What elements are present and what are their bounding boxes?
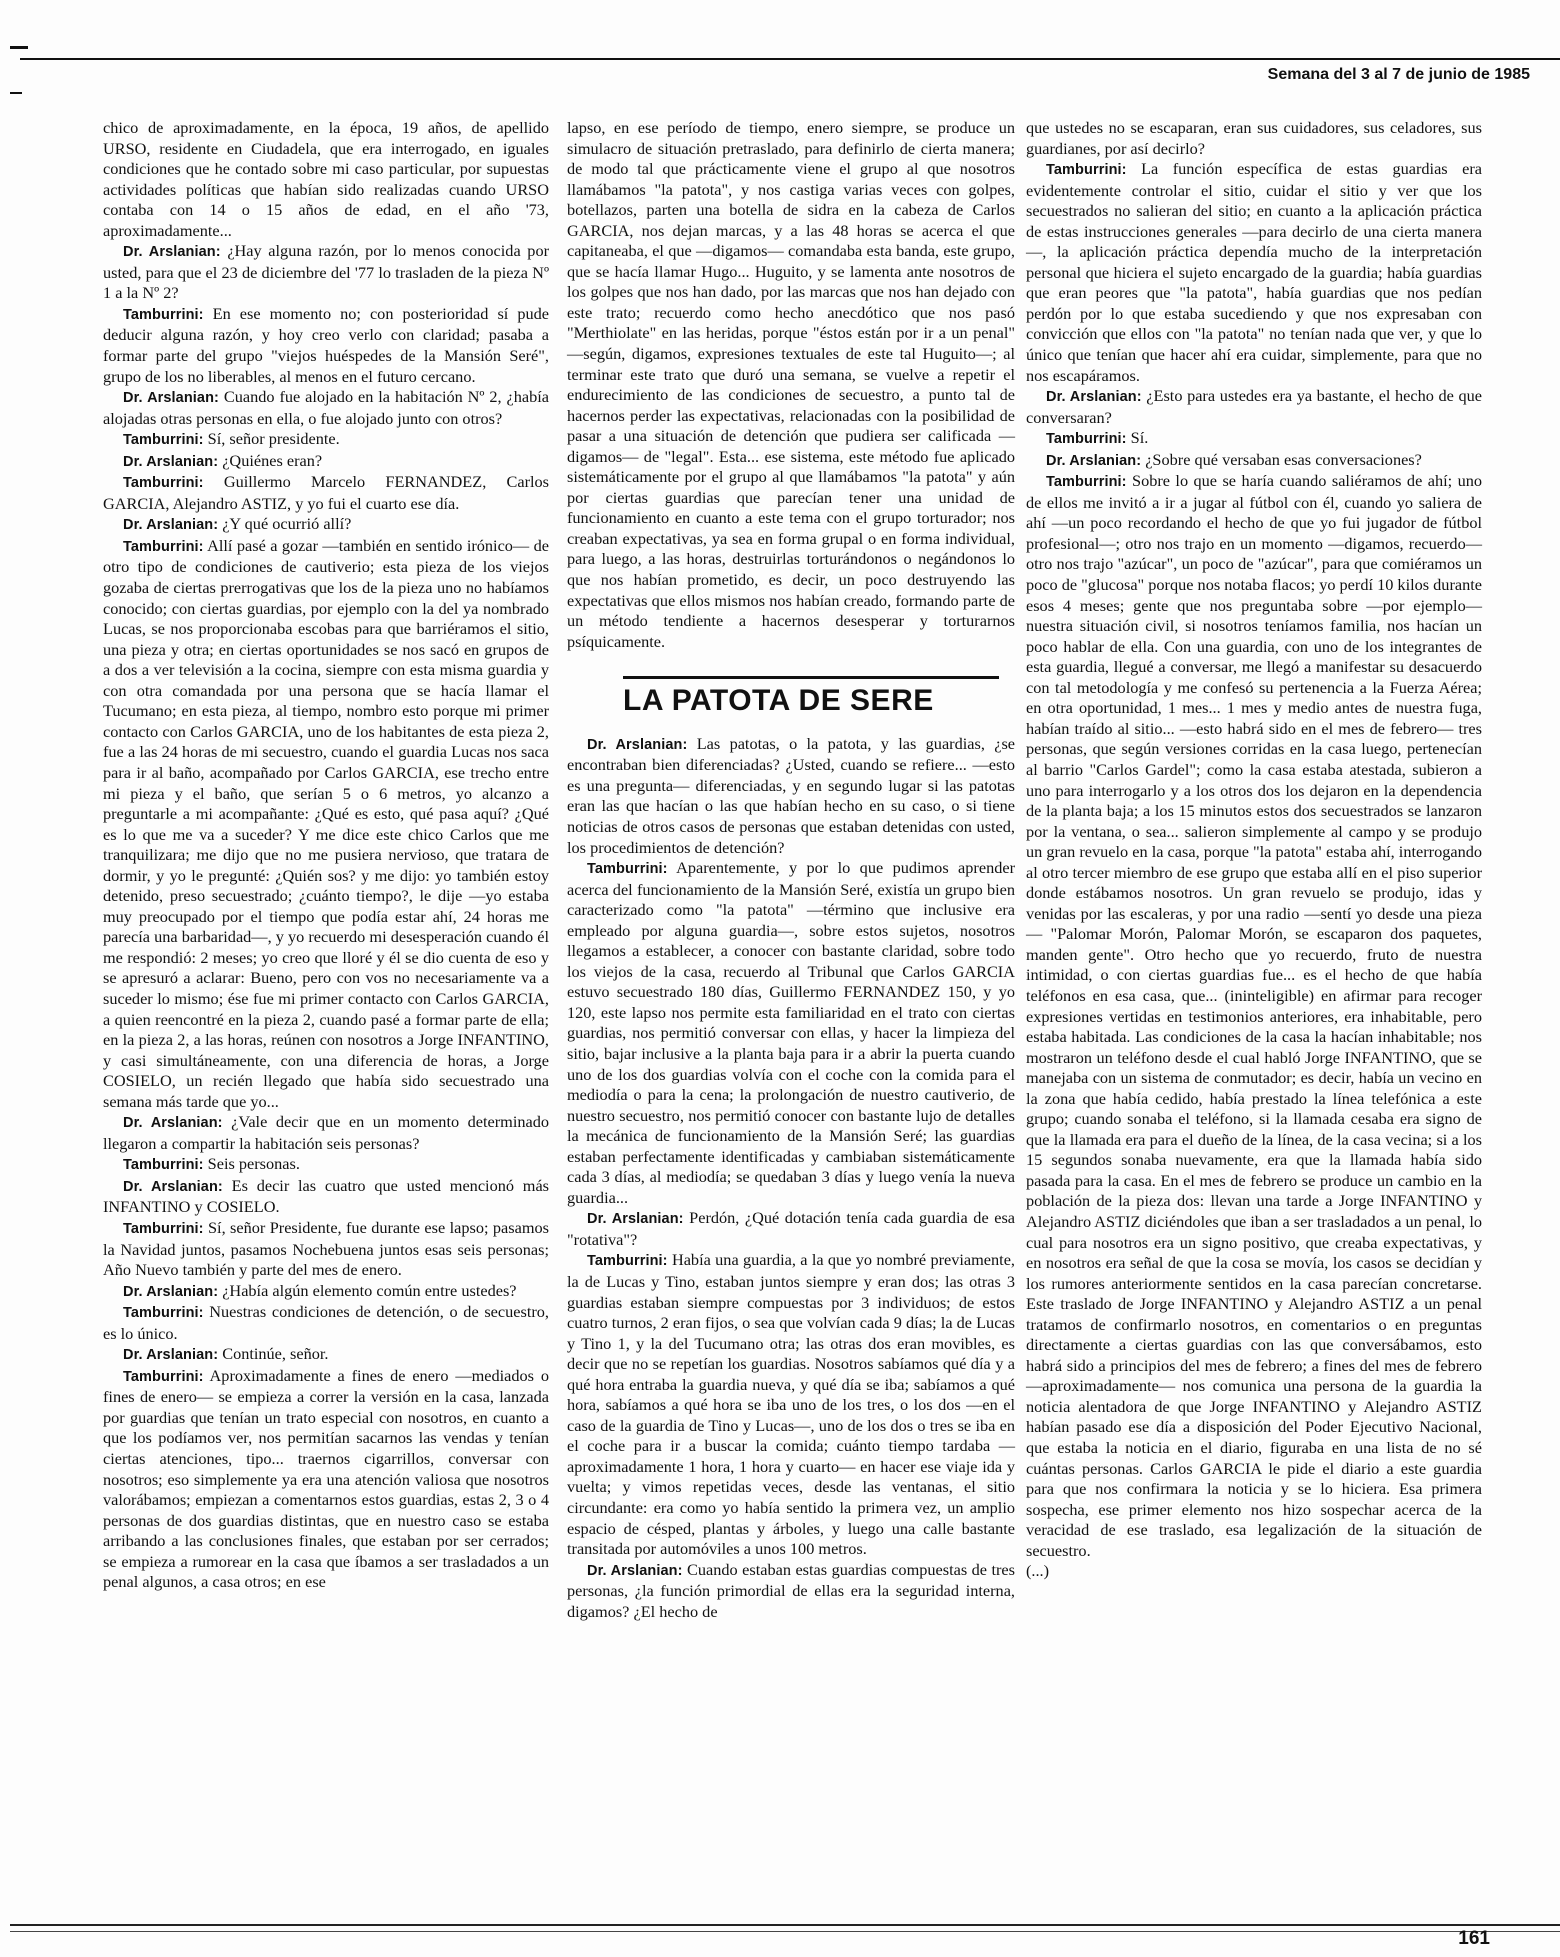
speaker-label: Tamburrini:	[1046, 474, 1127, 491]
paragraph	[567, 1250, 1015, 1559]
column-2	[567, 118, 1015, 1622]
paragraph-text: ¿Había algún elemento común entre ustedes?	[218, 1280, 517, 1300]
paragraph-text: Seis personas.	[203, 1154, 300, 1174]
speaker-label: Tamburrini:	[123, 1157, 204, 1174]
speaker-label: Dr. Arslanian:	[123, 244, 221, 261]
paragraph-text: ¿Y qué ocurrió allí?	[218, 514, 352, 534]
paragraph	[103, 1154, 549, 1176]
paragraph	[567, 118, 1015, 652]
paragraph	[103, 387, 549, 429]
paragraph-text: Cuando fue alojado en la habitación Nº 2, ¿había alojadas otras personas en ella, o fue alojado junto con otros?	[103, 387, 549, 428]
paragraph-text: Aparentemente, y por lo que pudimos aprender acerca del funcionamiento de la Mansión Seré, existía un grupo bien caracterizado como "la patota" —término que inclusive era empleado por alguna guardia—, sobre estos sujetos, nosotros llegamos a establecer, a conocer con bastante claridad, sobre todo los viejos de la casa, recuerdo al Tribunal que Carlos GARCIA estuvo secuestrado 180 días, Guillermo FERNANDEZ 150, y yo 120, este lapso nos permite esta familiaridad en el trato con ciertas guardias, nos permitió conversar con ellas, y hacer la limpieza del sitio, bajar inclusive a la planta baja para ir a abrir la puerta cuando uno de los dos guardias volvía con el coche con la comida para el mediodía o para la cena; la prolongación de nuestro cautiverio, de nuestro secuestro, nos permitió conocer con bastante lujo de detalles la mecánica de funcionamiento de la Mansión Seré; las guardias estaban perfectamente identificadas y cambiaban sistemáticamente cada 3 días, al mediodía; se quedaban 3 días y luego venía la nueva guardia...	[567, 858, 1015, 1207]
paragraph-text: (...)	[1026, 1561, 1050, 1581]
paragraph	[1026, 159, 1482, 386]
paragraph	[103, 536, 549, 1112]
paragraph-text: Continúe, señor.	[218, 1344, 329, 1364]
paragraph-text: Sí, señor presidente.	[203, 429, 340, 449]
speaker-label: Tamburrini:	[1046, 162, 1127, 179]
footer-rule-thin	[10, 1931, 1560, 1932]
paragraph-text: Sobre lo que se haría cuando saliéramos de ahí; uno de ellos me invitó a ir a jugar al fútbol con él, cuando yo saliera de ahí —un poco recordando el hecho de que yo fui jugador de fútbol profesional—; otro nos trajo en un momento —digamos, recuerdo— otro nos trajo "azúcar", un poco de "azúcar", para que comiéramos un poco de "glucosa" porque nos notaba flacos; yo perdí 10 kilos durante esos 4 meses; gente que nos preguntaba sobre —por ejemplo— nuestra situación civil, si nosotros teníamos familia, nos hacían un poco hablar de ella. Con una guardia, con uno de los integrantes de esta guardia, llegué a conversar, me llegó a manifestar su desacuerdo con tal metodología y me confesó su pertenencia a la Fuerza Aérea; en otra oportunidad, 1 mes... 1 mes y medio antes de nuestra fuga, habían traído al sitio... —esto habrá sido en el mes de febrero— tres personas, que según versiones corridas en la casa luego, pertenecían al barrio "Carlos Gardel"; como la casa estaba atestada, subieron a uno para interrogarlo y a los otros dos los dejaron en la dependencia de la planta baja; a los 15 minutos estos dos secuestrados se lanzaron por la ventana, o sea... salieron simplemente al campo y se produjo un gran revuelo en la casa, porque "la patota" estaba ahí, interrogando al otro tercer miembro de ese grupo que estaba allí en el piso superior donde estábamos nosotros. Un gran revuelo se produjo, idas y venidas por las escaleras, y por una radio —sentí yo desde una pieza— "Palomar Morón, Palomar Morón, se escaparon dos paquetes, manden gente". Otro hecho que yo recuerdo, fruto de nuestra intimidad, o con ciertas guardias fue... es el hecho de que había teléfonos en esa casa, que... (ininteligible) en afirmar para recoger expresiones vertidas en testimonios anteriores, era inhabitable, pero estaba habitada. Las condiciones de la casa la hacían inhabitable; nos mostraron un teléfono desde el cual habló Jorge INFANTINO, que se manejaba con un sistema de conmutador; es decir, había un vecino en la zona que había cedido, había prestado la línea telefónica a este grupo; cuando sonaba el teléfono, si la llamada cesaba era signo de que la llamada era para el dueño de la línea, de la casa vecina; si a los 15 segundos sonaba nuevamente, era que la llamada había sido pasada para la casa. En el mes de febrero se produce un cambio en la población de la pieza dos: llevan una tarde a Jorge INFANTINO y Alejandro ASTIZ diciéndoles que iban a ser trasladados a un penal, lo cual para nosotros era un signo positivo, que creaba expectativas, y en nosotros era señal de que la cosa se movía, los casos se decidían y los rumores anteriormente sentidos en la casa parecían concretarse. Este traslado de Jorge INFANTINO y Alejandro ASTIZ a un penal tratamos de confirmarlo nosotros, en comentarios o en preguntas directamente a ciertas guardias con las que conversábamos, esto habrá sido a principios del mes de febrero; a fines del mes de febrero —aproximadamente— nos comunica una persona de la guardia la noticia alentadora de que Jorge INFANTINO y Alejandro ASTIZ habían pasado ese día a disposición del Poder Ejecutivo Nacional, que estaba la noticia en el diario, figuraba en una lista de no sé cuántas personas. Carlos GARCIA le pide el diario a este guardia para que nos confirmara la noticia y se lo hiciera. Esa primera sospecha, ese primer elemento nos hizo sospechar acerca de la veracidad de ese traslado, esa legalización de la situación de secuestro.	[1026, 471, 1482, 1560]
speaker-label: Tamburrini:	[123, 538, 204, 555]
crop-mark	[10, 46, 28, 49]
paragraph	[1026, 428, 1482, 450]
page-number: 161	[1458, 1928, 1490, 1949]
paragraph-text: Cuando estaban estas guardias compuestas de tres personas, ¿la función primordial de ellas era la seguridad interna, digamos? ¿El hecho de	[567, 1559, 1015, 1621]
section-heading-box	[623, 676, 999, 718]
speaker-label: Tamburrini:	[587, 1253, 668, 1270]
paragraph-text: La función específica de estas guardias era evidentemente controlar el sitio, cuidar el sitio y ver que los secuestrados no salieran del sitio; en cuanto a la aplicación práctica de estas instrucciones generales —para decirlo de una cierta manera—, la aplicación práctica dependía mucho de la interpretación personal que hiciera el sujeto encargado de la guardia; había guardias que eran peores que "la patota", había guardias que nos pedían perdón por lo que estaba sucediendo y que nos expresaban con convicción que ellos con "la patota" no tenían nada que ver, y que lo único que tenían que hacer ahí era cuidar, simplemente, para que no nos escapáramos.	[1026, 159, 1482, 385]
speaker-label: Dr. Arslanian:	[1046, 389, 1142, 406]
speaker-label: Tamburrini:	[123, 1220, 204, 1237]
paragraph	[103, 429, 549, 451]
paragraph	[1026, 471, 1482, 1561]
header-rule	[20, 58, 1560, 60]
column-2-top-text	[567, 118, 1015, 652]
paragraph-text: ¿Hay alguna razón, por lo menos conocida por usted, para que el 23 de diciembre del '77 lo trasladen de la pieza Nº 1 a la Nº 2?	[103, 241, 550, 303]
paragraph-text: Perdón, ¿Qué dotación tenía cada guardia de esa "rotativa"?	[567, 1208, 1016, 1249]
speaker-label: Dr. Arslanian:	[123, 390, 219, 407]
paragraph	[103, 1366, 549, 1593]
speaker-label: Dr. Arslanian:	[123, 1115, 223, 1132]
section-heading: LA PATOTA DE SERE	[623, 684, 934, 718]
paragraph	[1026, 386, 1482, 428]
column-3	[1026, 118, 1482, 1582]
paragraph-text: chico de aproximadamente, en la época, 19 años, de apellido URSO, residente en Ciudadela, que era interrogado, en iguales condiciones que he contado sobre mi caso particular, por supuestas actividades políticas que habían sido realizadas cuando URSO contaba con 14 o 15 años de edad, en el año '73, aproximadamente...	[103, 118, 549, 240]
paragraph-text: ¿Quiénes eran?	[218, 450, 323, 470]
paragraph	[103, 1344, 549, 1366]
speaker-label: Dr. Arslanian:	[123, 1283, 219, 1300]
speaker-label: Tamburrini:	[123, 432, 204, 449]
speaker-label: Dr. Arslanian:	[123, 1178, 223, 1195]
paragraph	[103, 451, 549, 473]
paragraph-text: Aproximadamente a fines de enero —mediados o fines de enero— se empieza a correr la versión en la casa, lanzada por guardias que tenían un trato especial con nosotros, en cuanto a que los podíamos ver, nos permitían sacarnos las vendas y tenían ciertas atenciones, tipo... traernos cigarrillos, conversar con nosotros; eso simplemente ya era una atención valiosa que nosotros valorábamos; empiezan a comentarnos estos guardias, estas 2, 3 o 4 personas de dos guardias distintas, que en nuestro caso se estaba arribando a las conclusiones finales, que estaban por ser cerrados; se empieza a rumorear en la casa que íbamos a ser trasladados a un penal algunos, a casa otros; en ese	[103, 1365, 549, 1592]
speaker-label: Dr. Arslanian:	[587, 736, 688, 753]
paragraph	[567, 734, 1015, 858]
paragraph	[567, 1208, 1015, 1250]
paragraph-text: ¿Sobre qué versaban esas conversaciones?	[1141, 449, 1422, 469]
speaker-label: Tamburrini:	[587, 861, 668, 878]
paragraph-text: Allí pasé a gozar —también en sentido irónico— de otro tipo de condiciones de cautiverio; esta pieza de los viejos gozaba de ciertas prerrogativas que los de la pieza uno no habíamos conocido; con ciertas guardias, por ejemplo con la del ya nombrado Lucas, se nos proporcionaba escobas para que barriéramos el sitio, una pieza y otra; en ciertas oportunidades se nos sacó en grupos de a dos a ver televisión a la cocina, siempre con esta misma guardia y con otra comandada por una persona que se hacía llamar el Tucumano; en esta pieza, al tiempo, nombro esto porque mi primer contacto con Carlos GARCIA, uno de los habitantes de esta pieza 2, fue a las 24 horas de mi secuestro, cuando el guardia Lucas nos saca para ir al baño, acompañado por Carlos GARCIA, ese trecho entre mi pieza y el baño, que serían 5 o 6 metros, yo alcanzo a preguntarle a mi acompañante: ¿Qué es esto, qué pasa aquí? ¿Qué es lo que me va a suceder? Y me dice este chico Carlos que me tranquilizara; me dijo que no me pusiera nervioso, que tratara de dormir, y yo le pregunté: ¿Quién sos? y me dijo: yo también estoy detenido, preso secuestrado; ¿cuánto tiempo?, le dije —yo estaba muy preocupado por el tiempo que podía estar ahí, 24 horas me parecía una barbaridad—, y yo recuerdo mi desesperación cuando él me respondió: 2 meses; yo creo que lloré y él se dio cuenta de eso y se apresuró a aclarar: Bueno, pero con vos no necesariamente va a suceder lo mismo; ése fue mi primer contacto con Carlos GARCIA, a quien reencontré en la pieza 2, cuando pasé a formar parte de ella; en la pieza 2, a las horas, reúnen con nosotros a Jorge INFANTINO, y casi simultáneamente, con una diferencia de horas, a Jorge COSIELO, un recién llegado que había sido secuestrado una semana más tarde que yo...	[103, 535, 549, 1111]
paragraph-text: Guillermo Marcelo FERNANDEZ, Carlos GARCIA, Alejandro ASTIZ, y yo fui el cuarto ese día.	[103, 472, 549, 513]
speaker-label: Tamburrini:	[123, 1368, 204, 1385]
speaker-label: Dr. Arslanian:	[123, 453, 219, 470]
speaker-label: Dr. Arslanian:	[1046, 452, 1142, 469]
paragraph-text: lapso, en ese período de tiempo, enero siempre, se produce un simulacro de situación pretraslado, para definirlo de cierta manera; de modo tal que prácticamente viene el grupo al que nosotros llamábamos "la patota", y nos castiga varias veces con golpes, botellazos, parten una botella de sidra en la cabeza de Carlos GARCIA, nos dejan marcas, y a las 48 horas se acerca el que capitaneaba, el que —digamos— comandaba esta banda, este grupo, que se hacía llamar Hugo... Huguito, y se lamenta ante nosotros de los golpes que nos han dado, por las marcas que nos han dejado con este trato; recuerdo como hecho anecdótico que nos pasó "Merthiolate" en las heridas, porque "éstos están por ir a un penal" —según, digamos, expresiones textuales de este tal Huguito—; al terminar este trato que duró una semana, se vuelve a repetir el endurecimiento de las condiciones de secuestro, a punto tal de hacernos perder las expectativas, relacionadas con la posibilidad de pasar a una situación de detención que pudiera ser calificada —digamos— de "legal". Esta... ese sistema, este método fue aplicado sistemáticamente por el grupo al que llamábamos "la patota" y aún por ciertas guardias que parecían tener una unidad de funcionamiento en cuanto a este tema con el grupo torturador; nos creaban expectativas, ya sea en forma grupal o en forma individual, para luego, a las horas, destruirlas torturándonos o negándonos lo que nos habían prometido, es decir, un poco destruyendo las expectativas que ellos mismos nos habían creado, formando parte de un método tendiente a hacernos desesperar y torturarnos psíquicamente.	[567, 118, 1015, 651]
speaker-label: Dr. Arslanian:	[123, 517, 219, 534]
paragraph	[103, 1112, 549, 1154]
paragraph	[103, 1176, 549, 1218]
paragraph-text: ¿Esto para ustedes era ya bastante, el hecho de que conversaran?	[1026, 386, 1483, 427]
speaker-label: Dr. Arslanian:	[123, 1347, 219, 1364]
paragraph-text: Es decir las cuatro que usted mencionó más INFANTINO y COSIELO.	[103, 1175, 550, 1217]
paragraph	[567, 1560, 1015, 1623]
paragraph	[103, 472, 549, 514]
paragraph	[1026, 1561, 1482, 1582]
paragraph-text: Las patotas, o la patota, y las guardias, ¿se encontraban bien diferenciadas? ¿Usted, cuando se refiere... —esto es una pregunta— diferenciadas, y en segundo lugar si las patotas eran las que hacían o las que habían hecho en su caso, o si tiene noticias de otros casos de personas que estaban detenidas con usted, los procedimientos de detención?	[567, 733, 1016, 857]
speaker-label: Tamburrini:	[123, 1305, 204, 1322]
paragraph	[1026, 450, 1482, 472]
paragraph-text: ¿Vale decir que en un momento determinado llegaron a compartir la habitación seis personas?	[103, 1112, 550, 1153]
paragraph	[103, 241, 549, 304]
paragraph	[1026, 118, 1482, 159]
speaker-label: Dr. Arslanian:	[587, 1211, 684, 1228]
crop-mark	[10, 92, 22, 94]
paragraph-text: Nuestras condiciones de detención, o de secuestro, es lo único.	[103, 1302, 549, 1343]
paragraph	[103, 1302, 549, 1344]
paragraph	[103, 118, 549, 241]
paragraph	[103, 304, 549, 387]
paragraph	[567, 858, 1015, 1208]
paragraph	[103, 514, 549, 536]
speaker-label: Tamburrini:	[123, 475, 204, 492]
paragraph-text: En ese momento no; con posterioridad sí pude deducir alguna razón, y hoy creo verlo con claridad; pasaba a formar parte del grupo "viejos huéspedes de la Mansión Seré", grupo de los no liberables, al menos en el futuro cercano.	[103, 303, 549, 386]
paragraph-text: Había una guardia, a la que yo nombré previamente, la de Lucas y Tino, estaban juntos siempre y eran dos; las otras 3 guardias estaban siempre compuestas por 3 individuos; de estos cuatro turnos, 2 eran fijos, o sea que volvían cada 9 días; la de Lucas y Tino 1, y la del Tucumano otra; las otras dos eran movibles, es decir que no se repetían los guardias. Nosotros sabíamos qué día y a qué hora entraba la guardia nueva, y qué día se iba; sabíamos a qué hora, sabíamos a qué hora se iba uno de los tres, o los dos —en el caso de la guardia de Tino y Lucas—, uno de los dos o tres se iba en el coche para ir a buscar la comida; cuánto tiempo tardaba —aproximadamente 1 hora, 1 hora y cuarto— en hacer ese viaje ida y vuelta; y vimos repetidas veces, desde las ventanas, el sitio circundante: era como yo había sentido la primera vez, un amplio espacio de césped, plantas y árboles, y luego una calle bastante transitada por automóviles a unos 100 metros.	[567, 1250, 1015, 1559]
column-1	[103, 118, 549, 1593]
issue-date-header: Semana del 3 al 7 de junio de 1985	[1267, 66, 1530, 83]
speaker-label: Tamburrini:	[123, 306, 204, 323]
column-2-bottom-text	[567, 734, 1015, 1623]
paragraph-text: Sí, señor Presidente, fue durante ese lapso; pasamos la Navidad juntos, pasamos Nochebuena juntos esas seis personas; Año Nuevo también y parte del mes de enero.	[103, 1217, 549, 1280]
paragraph	[103, 1218, 549, 1281]
footer-rule	[10, 1924, 1560, 1926]
speaker-label: Tamburrini:	[1046, 431, 1127, 448]
speaker-label: Dr. Arslanian:	[587, 1562, 683, 1579]
paragraph-text: Sí.	[1126, 428, 1149, 448]
paragraph-text: que ustedes no se escaparan, eran sus cuidadores, sus celadores, sus guardianes, por así decirlo?	[1026, 118, 1482, 158]
paragraph	[103, 1281, 549, 1303]
